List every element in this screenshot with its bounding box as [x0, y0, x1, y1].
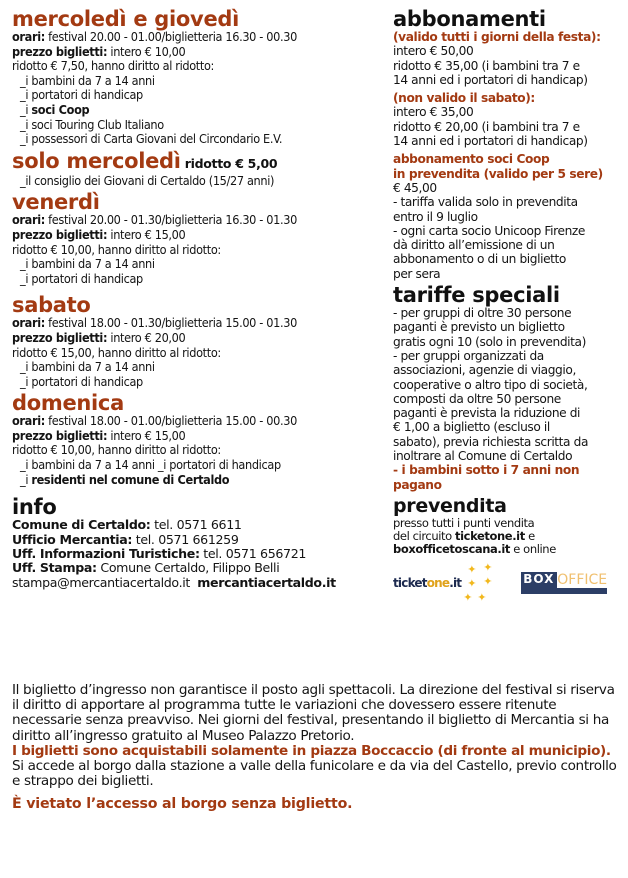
heading-mercoledi-giovedi: mercoledì e giovedì	[12, 7, 240, 31]
email-link[interactable]: stampa@mercantiacertaldo.it	[12, 574, 190, 590]
text-line: 14 anni ed i portatori di handicap)	[393, 134, 588, 149]
text-line: dà diritto all’emissione di un	[393, 238, 555, 253]
list-item	[12, 118, 388, 133]
item-text: residenti nel comune di Certaldo	[31, 471, 230, 487]
text-line: entro il 9 luglio	[393, 209, 478, 224]
info-line	[12, 547, 388, 561]
list-item: _i bambini da 7 a 14 anni	[20, 359, 155, 375]
website-link[interactable]: mercantiacertaldo.it	[197, 574, 336, 590]
orari-value: festival 18.00 - 01.30/biglietteria 15.00 - 01.30	[44, 315, 297, 331]
orari-label: orari:	[12, 29, 45, 44]
text-line: ridotto € 35,00 (i bambini tra 7 e	[393, 58, 580, 73]
subheading-non-valido-sabato: (non valido il sabato):	[393, 91, 535, 106]
text-line: - per gruppi organizzati da	[393, 348, 544, 363]
prezzo-line	[12, 331, 388, 346]
prezzo-value: intero € 15,00	[107, 427, 186, 443]
text-line: presso tutti i punti vendita	[393, 515, 535, 530]
item-text: bambini da 7 a 14 anni	[31, 72, 155, 88]
orari-line	[12, 414, 388, 429]
prezzo-value: intero € 10,00	[107, 43, 186, 59]
orari-value: festival 18.00 - 01.00/biglietteria 15.00 - 00.30	[44, 413, 297, 429]
list-item: _i portatori di handicap	[20, 270, 143, 286]
item-prefix: _i	[20, 471, 32, 487]
heading-info: info	[12, 495, 57, 520]
logo-bar	[521, 588, 607, 594]
ticketone-logo[interactable]	[393, 576, 461, 590]
logo-text: ticket	[393, 575, 427, 590]
orari-label: orari:	[12, 315, 45, 331]
section-venerdi	[12, 192, 388, 286]
section-sabato	[12, 295, 388, 389]
text-line: - per gruppi di oltre 30 persone	[393, 306, 572, 321]
heading-text: solo mercoledì	[12, 148, 181, 173]
info-label: Uff. Stampa:	[12, 560, 97, 576]
orari-line	[12, 30, 388, 45]
section-tariffe	[393, 285, 625, 492]
info-label: Uff. Informazioni Turistiche:	[12, 546, 200, 562]
highlight-line: - i bambini sotto i 7 anni non	[393, 463, 580, 478]
text: e online	[510, 541, 556, 556]
logo-box	[521, 572, 557, 588]
text-line: paganti è previsto un biglietto	[393, 320, 565, 335]
orari-line	[12, 213, 388, 228]
text-line: per sera	[393, 266, 441, 281]
list-item	[12, 473, 388, 488]
prezzo-label: prezzo biglietti:	[12, 427, 108, 443]
orari-value: festival 20.00 - 01.00/biglietteria 16.30 - 00.30	[44, 29, 297, 44]
bottom-notes	[12, 683, 622, 812]
prezzo-value: intero € 15,00	[107, 226, 186, 242]
info-contact-line	[12, 576, 388, 590]
text-line: associazioni, agenzie di viaggio,	[393, 363, 576, 378]
text-line: gratis ogni 10 (solo in prevendita)	[393, 334, 586, 349]
section-prevendita	[393, 496, 625, 604]
warning-text: È vietato l’accesso al borgo senza biglietto.	[12, 796, 353, 813]
prezzo-label: prezzo biglietti:	[12, 43, 108, 59]
text-line: 14 anni ed i portatori di handicap)	[393, 72, 588, 87]
section-abbonamenti	[393, 9, 625, 281]
section-info	[12, 497, 388, 590]
text-line: € 45,00	[393, 180, 437, 195]
left-column	[12, 9, 388, 594]
orari-line	[12, 316, 388, 331]
subheading-coop-2: in prevendita (valido per 5 sere)	[393, 166, 603, 181]
text-line	[393, 543, 625, 556]
item-text: portatori di handicap	[31, 87, 143, 103]
item-prefix: _i	[20, 87, 32, 103]
access-paragraph: Si accede al borgo dalla stazione a valle della funicolare e da via del Castello, previo controllo e strappo dei biglietti.	[12, 758, 617, 790]
boxoffice-logo[interactable]	[521, 572, 607, 594]
heading-domenica: domenica	[12, 391, 124, 416]
stars-icon: ✦ ✦ ✦ ✦ ✦ ✦	[463, 560, 493, 604]
prezzo-label: prezzo biglietti:	[12, 329, 108, 345]
boxoffice-wordmark	[521, 572, 607, 588]
info-value: Comune Certaldo, Filippo Belli	[96, 560, 280, 576]
text-line: intero € 50,00	[393, 44, 474, 59]
list-item	[12, 74, 388, 89]
list-item: _il consiglio dei Giovani di Certaldo (15/27 anni)	[20, 172, 275, 188]
disclaimer-paragraph: Il biglietto d’ingresso non garantisce il posto agli spettacoli. La direzione del festival si riserva il diritto di apportare al programma tutte le variazioni che dovessero essere ritenute necessarie senza preavviso. Nei giorni del festival, presentando il biglietto di Mercantia si ha diritto all’ingresso gratuito al Museo Palazzo Pretorio.	[12, 682, 615, 744]
text-line: paganti è prevista la riduzione di	[393, 406, 581, 421]
orari-value: festival 20.00 - 01.30/biglietteria 16.30 - 01.30	[44, 212, 297, 228]
purchase-location-paragraph: I biglietti sono acquistabili solamente in piazza Boccaccio (di fronte al municipio).	[12, 742, 611, 759]
text-line: - tariffa valida solo in prevendita	[393, 195, 578, 210]
info-line	[12, 561, 388, 575]
text-line: intero € 35,00	[393, 105, 474, 120]
info-line	[12, 518, 388, 532]
section-mercoledi-giovedi	[12, 9, 388, 147]
list-item	[12, 132, 388, 147]
heading-sabato: sabato	[12, 293, 91, 318]
partner-logos	[393, 562, 625, 604]
text: e	[524, 528, 535, 543]
prezzo-line	[12, 429, 388, 444]
text-line: € 1,00 a biglietto (escluso il	[393, 420, 550, 435]
list-item: _i bambini da 7 a 14 anni	[20, 256, 155, 272]
item-prefix: _i	[20, 101, 32, 117]
subheading-valido-tutti: (valido tutti i giorni della festa):	[393, 30, 601, 44]
text-line: abbonamento o di un biglietto	[393, 252, 566, 267]
subheading-coop: abbonamento soci Coop	[393, 152, 550, 167]
list-item: _i portatori di handicap	[20, 373, 143, 389]
item-prefix: _i	[20, 116, 32, 132]
text-line: sabato), previa richiesta scritta da	[393, 434, 589, 449]
item-prefix: _i	[20, 72, 32, 88]
item-text: possessori di Carta Giovani del Circondario E.V.	[31, 131, 283, 147]
list-item: _i bambini da 7 a 14 anni _i portatori di handicap	[20, 457, 281, 473]
info-label: Ufficio Mercantia:	[12, 531, 133, 547]
highlight-line: pagano	[393, 477, 442, 492]
ridotto-line: ridotto € 10,00, hanno diritto al ridotto:	[12, 241, 221, 257]
ticketone-link[interactable]: ticketone.it	[455, 528, 525, 543]
info-value: tel. 0571 656721	[199, 546, 307, 562]
text-line: cooperative o altro tipo di società,	[393, 377, 588, 392]
orari-label: orari:	[12, 413, 45, 429]
list-item	[12, 88, 388, 103]
logo-text: one	[426, 575, 450, 590]
heading-tariffe: tariffe speciali	[393, 283, 560, 308]
item-text: soci Coop	[31, 101, 90, 117]
boxoffice-link[interactable]: boxofficetoscana.it	[393, 541, 510, 556]
info-label: Comune di Certaldo:	[12, 517, 151, 533]
item-text: soci Touring Club Italiano	[31, 116, 164, 132]
info-value: tel. 0571 661259	[132, 531, 239, 547]
heading-abbonamenti: abbonamenti	[393, 7, 546, 31]
solo-mercoledi-price: ridotto € 5,00	[180, 155, 278, 171]
heading-prevendita: prevendita	[393, 494, 507, 517]
ridotto-line: ridotto € 10,00, hanno diritto al ridotto:	[12, 442, 221, 458]
ridotto-line: ridotto € 15,00, hanno diritto al ridotto:	[12, 344, 221, 360]
list-item	[12, 103, 388, 118]
logo-text: BOX	[523, 571, 555, 586]
text-line: inoltrare al Comune di Certaldo	[393, 449, 573, 464]
info-value: tel. 0571 6611	[150, 517, 242, 533]
orari-label: orari:	[12, 212, 45, 228]
text-line: ridotto € 20,00 (i bambini tra 7 e	[393, 119, 580, 134]
prezzo-value: intero € 20,00	[107, 329, 186, 345]
prezzo-line	[12, 228, 388, 243]
text-line: composti da oltre 50 persone	[393, 391, 561, 406]
item-prefix: _i	[20, 131, 32, 147]
heading-solo-mercoledi	[12, 148, 388, 174]
info-line	[12, 533, 388, 547]
logo-text: .it	[449, 575, 462, 590]
section-solo-mercoledi	[12, 148, 388, 189]
prezzo-line	[12, 45, 388, 60]
text-line: - ogni carta socio Unicoop Firenze	[393, 223, 585, 238]
text: del circuito	[393, 528, 456, 543]
ridotto-line: ridotto € 7,50, hanno diritto al ridotto:	[12, 58, 215, 74]
heading-venerdi: venerdì	[12, 190, 100, 215]
right-column	[393, 9, 625, 608]
section-domenica	[12, 393, 388, 487]
prezzo-label: prezzo biglietti:	[12, 226, 108, 242]
logo-text: OFFICE	[557, 571, 608, 588]
